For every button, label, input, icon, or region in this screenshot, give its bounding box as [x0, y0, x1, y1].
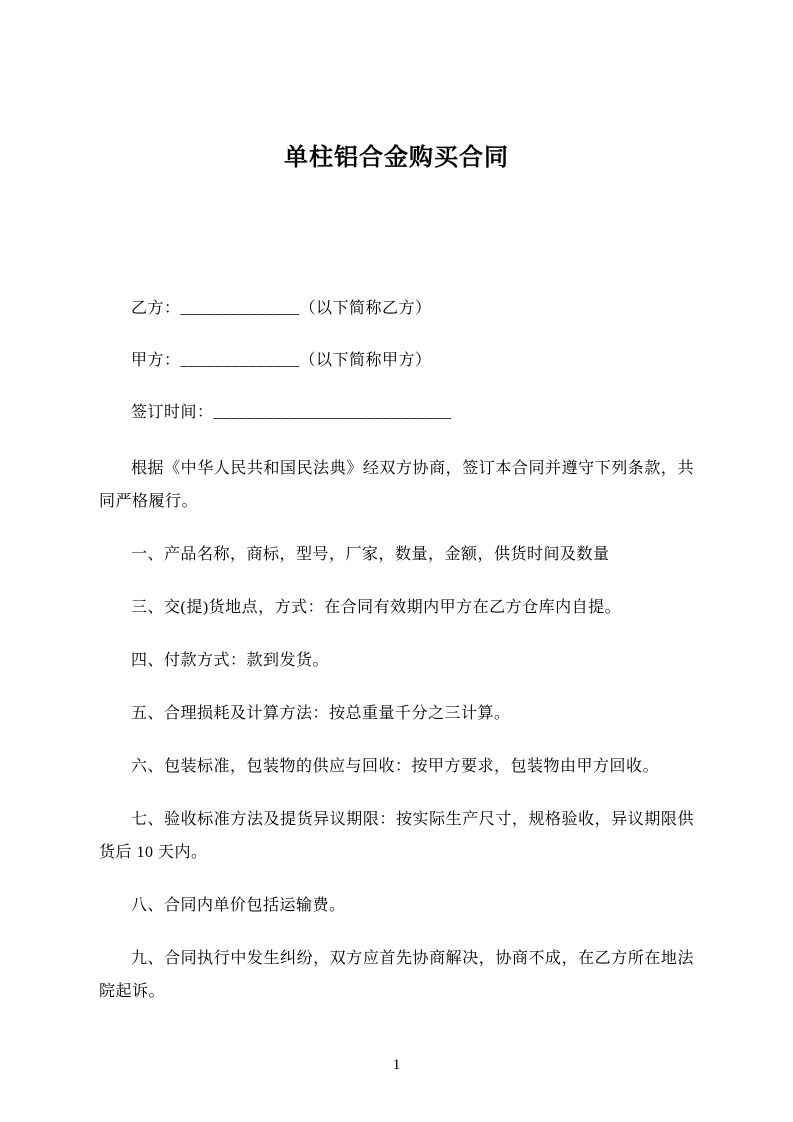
document-paragraph-clause-1: 一、产品名称，商标，型号，厂家，数量，金额，供货时间及数量 — [131, 546, 610, 563]
sign-date-line: 签订时间：____________________________ — [131, 404, 452, 421]
party-b-line: 乙方：______________（以下简称乙方） — [131, 300, 432, 317]
document-paragraph-clause-7: 七、验收标准方法及提货异议期限：按实际生产尺寸，规格验收，异议期限供货后 10 天内。 — [99, 811, 694, 861]
document-paragraph-clause-4: 四、付款方式：款到发货。 — [131, 652, 330, 669]
document-paragraph-clause-6: 六、包装标准，包装物的供应与回收：按甲方要求，包装物由甲方回收。 — [131, 758, 660, 775]
document-paragraph-intro: 根据《中华人民共和国民法典》经双方协商，签订本合同并遵守下列条款，共同严格履行。 — [99, 460, 694, 510]
document-title: 单柱铝合金购买合同 — [284, 144, 509, 171]
document-paragraph-clause-8: 八、合同内单价包括运输费。 — [131, 897, 346, 914]
document-paragraph-clause-5: 五、合理损耗及计算方法：按总重量千分之三计算。 — [131, 705, 511, 722]
page-number: 1 — [392, 1057, 401, 1073]
document-paragraph-clause-9: 九、合同执行中发生纠纷，双方应首先协商解决，协商不成，在乙方所在地法院起诉。 — [99, 950, 694, 1000]
document-paragraph-clause-3: 三、交(提)货地点，方式：在合同有效期内甲方在乙方仓库内自提。 — [131, 599, 622, 616]
party-a-line: 甲方：______________（以下简称甲方） — [131, 352, 432, 369]
